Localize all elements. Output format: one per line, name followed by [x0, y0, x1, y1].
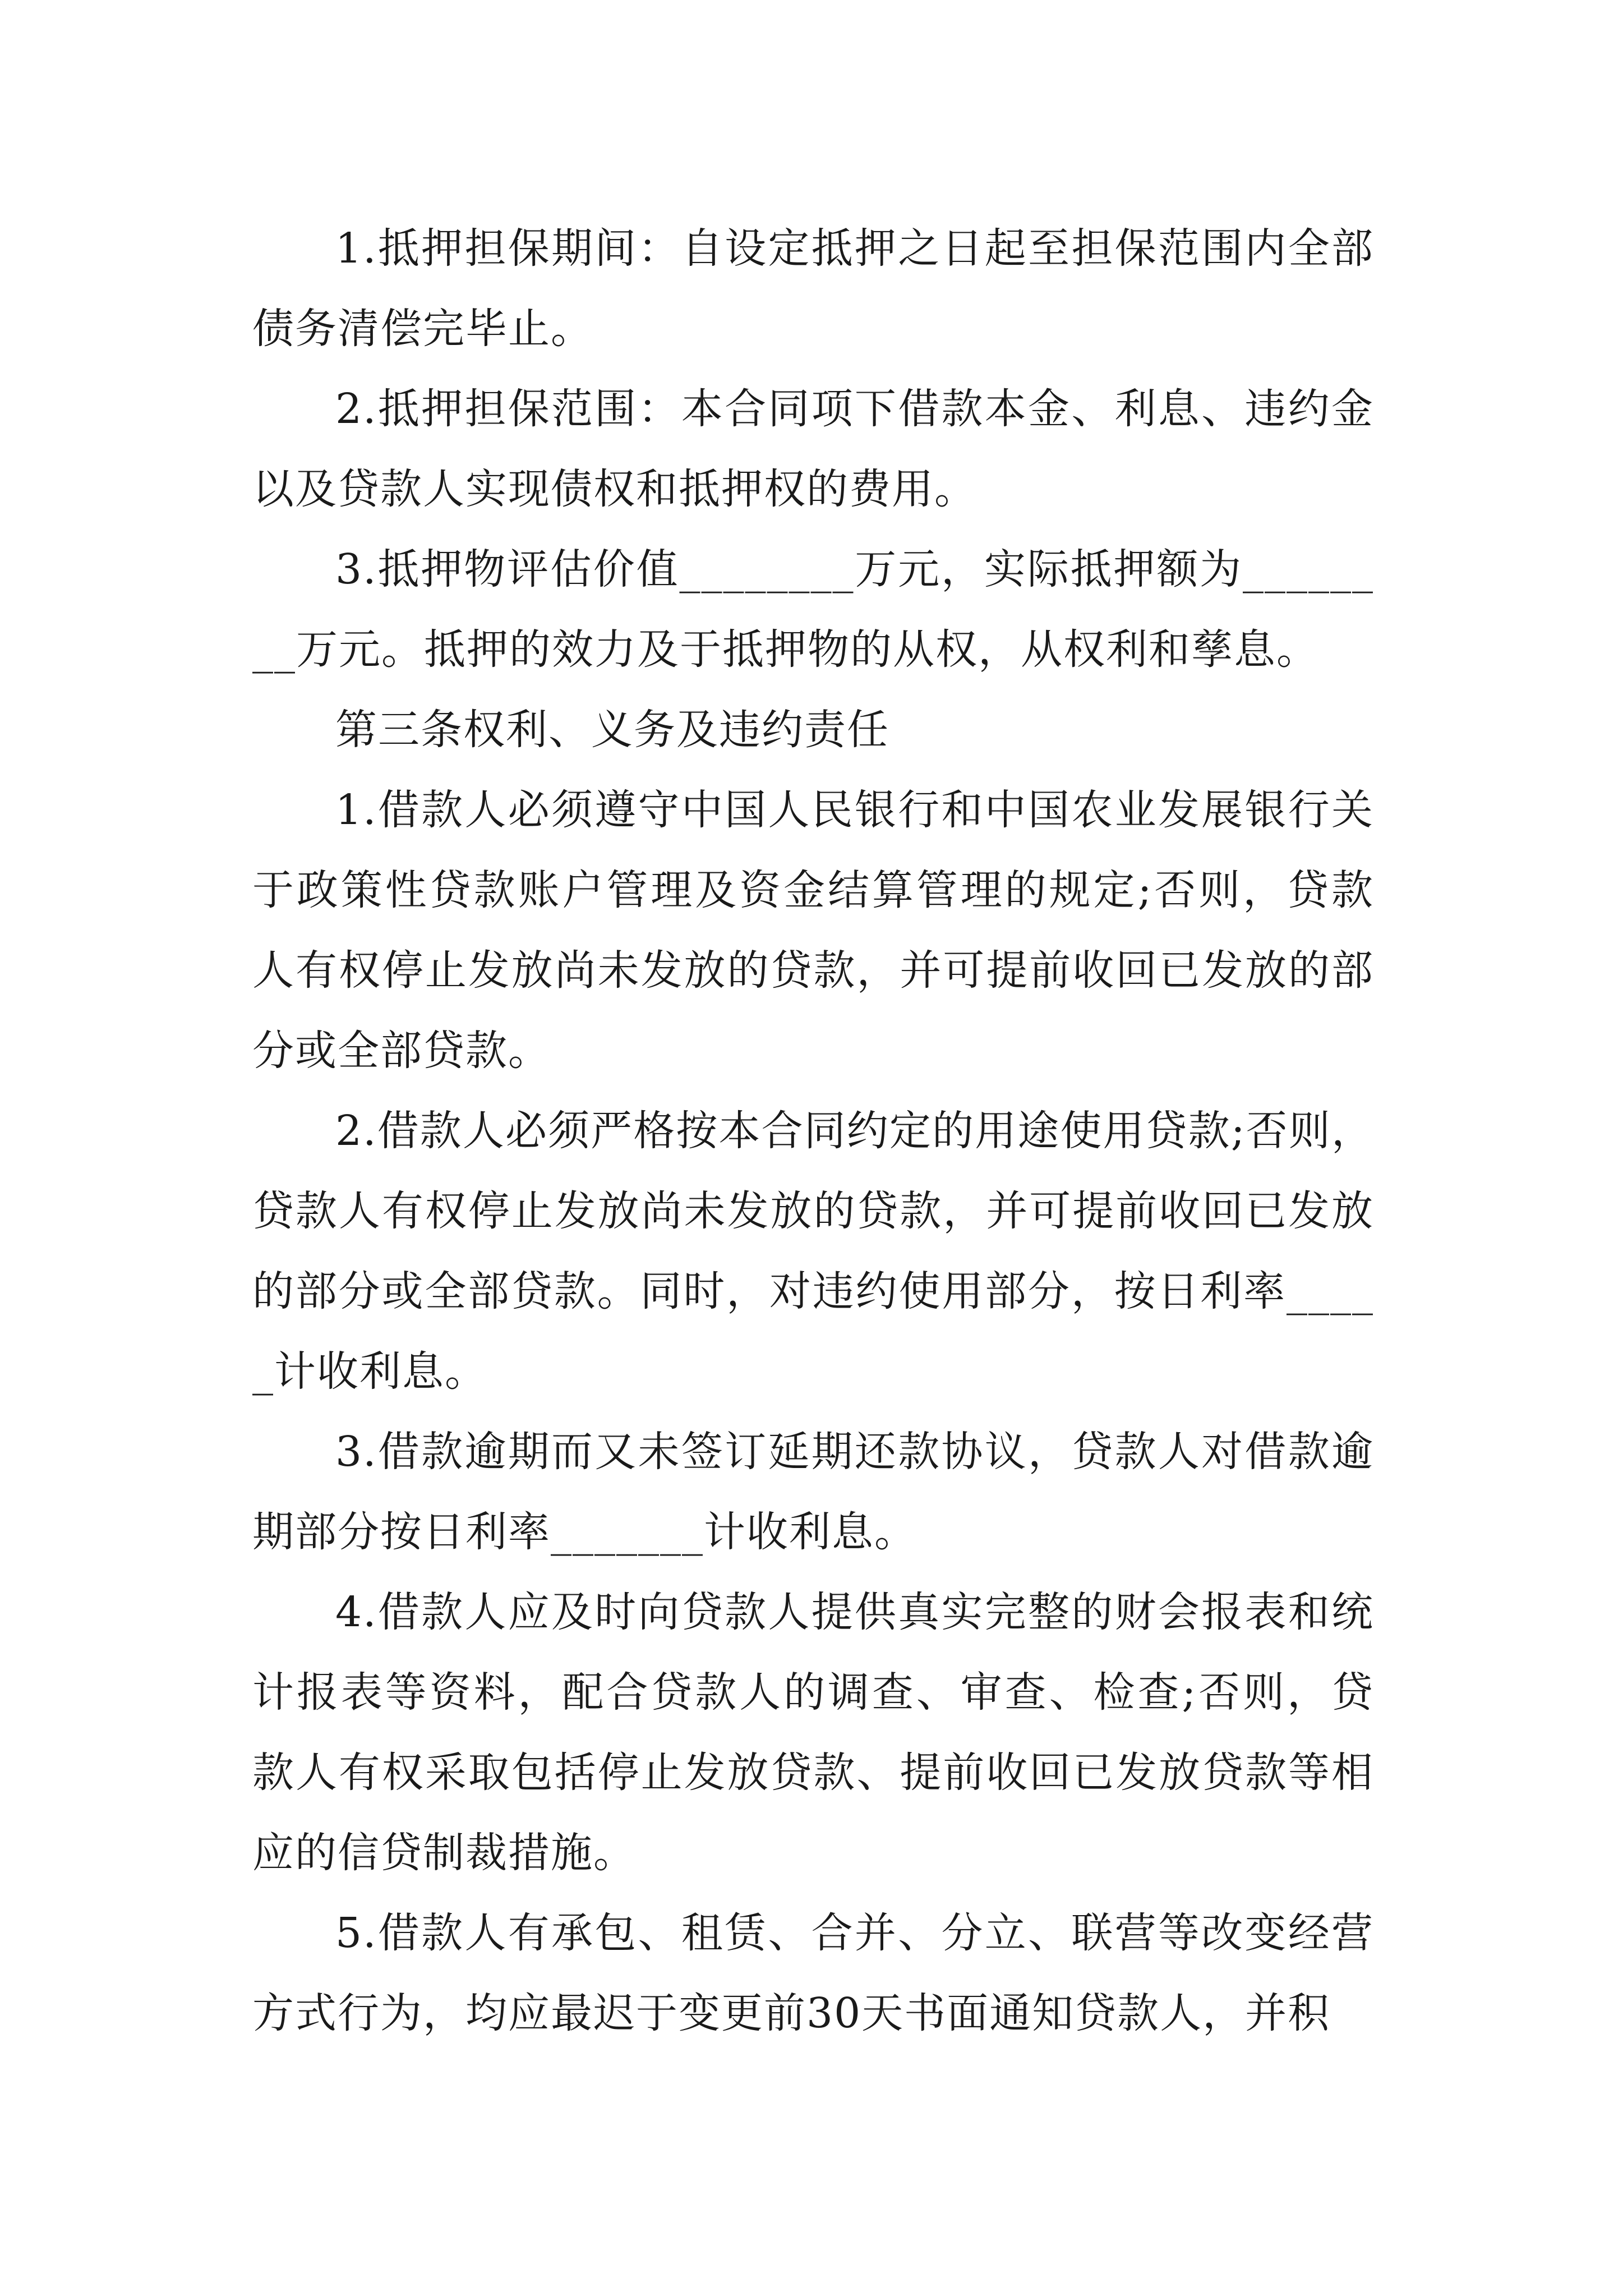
- paragraph-mortgage-value: 3.抵押物评估价值________万元，实际抵押额为________万元。抵押的效力及于抵押物的从权，从权利和孳息。: [252, 545, 1374, 674]
- paragraph-clause-3: 3.借款逾期而又未签订延期还款协议，贷款人对借款逾期部分按日利率_______计收利息。: [252, 1428, 1374, 1556]
- document-body: [252, 209, 1374, 2054]
- section-heading-rights-obligations: 第三条权利、义务及违约责任: [335, 706, 889, 754]
- paragraph-clause-4: 4.借款人应及时向贷款人提供真实完整的财会报表和统计报表等资料，配合贷款人的调查、审查、检查;否则，贷款人有权采取包括停止发放贷款、提前收回已发放贷款等相应的信贷制裁措施。: [252, 1588, 1374, 1877]
- paragraph-clause-5: 5.借款人有承包、租赁、合并、分立、联营等改变经营方式行为，均应最迟于变更前30天书面通知贷款人，并积: [252, 1909, 1374, 2037]
- paragraph-clause-1: 1.借款人必须遵守中国人民银行和中国农业发展银行关于政策性贷款账户管理及资金结算管理的规定;否则，贷款人有权停止发放尚未发放的贷款，并可提前收回已发放的部分或全部贷款。: [252, 786, 1374, 1075]
- paragraph-clause-2: 2.借款人必须严格按本合同约定的用途使用贷款;否则，贷款人有权停止发放尚未发放的贷款，并可提前收回已发放的部分或全部贷款。同时，对违约使用部分，按日利率_____计收利息。: [252, 1107, 1374, 1396]
- paragraph-mortgage-period: 1.抵押担保期间：自设定抵押之日起至担保范围内全部债务清偿完毕止。: [252, 224, 1374, 353]
- paragraph-mortgage-scope: 2.抵押担保范围：本合同项下借款本金、利息、违约金以及贷款人实现债权和抵押权的费用。: [252, 385, 1374, 513]
